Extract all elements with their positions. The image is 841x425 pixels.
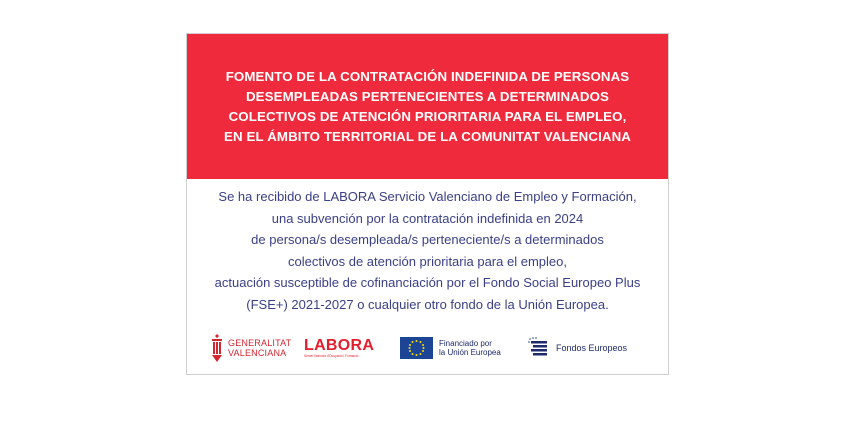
body-line: actuación susceptible de cofinanciación por el Fondo Social Europeo Plus [214, 275, 641, 291]
fondos-europeos-label: Fondos Europeos [556, 343, 628, 353]
eu-flag-icon [400, 337, 433, 359]
eu-line1: Financiado por [439, 338, 492, 348]
generalitat-line2: VALENCIANA [228, 348, 287, 358]
notice-card [186, 33, 669, 375]
eu-logo [400, 331, 501, 365]
banner-line: DESEMPLEADAS PERTENECIENTES A DETERMINADOS [245, 88, 609, 104]
generalitat-logo [210, 331, 291, 365]
body-line: (FSE+) 2021-2027 o cualquier otro fondo de la Unión Europea. [246, 296, 609, 312]
labora-subtitle: Servei Valencià d'Ocupació i Formació [304, 354, 359, 358]
eu-line2: la Unión Europea [439, 348, 501, 357]
banner-line: FOMENTO DE LA CONTRATACIÓN INDEFINIDA DE PERSONAS [225, 68, 630, 84]
fondos-europeos-logo [527, 331, 627, 365]
body-line: Se ha recibido de LABORA Servicio Valenciano de Empleo y Formación, [218, 189, 637, 204]
banner-line: EN EL ÁMBITO TERRITORIAL DE LA COMUNITAT VALENCIANA [224, 128, 631, 144]
labora-name: LABORA [304, 337, 375, 354]
title-banner [187, 34, 668, 179]
generalitat-line1: GENERALITAT [228, 338, 292, 348]
generalitat-emblem-icon [210, 333, 224, 363]
body-line: de persona/s desempleada/s perteneciente/s a determinados [251, 232, 604, 248]
banner-line: COLECTIVOS DE ATENCIÓN PRIORITARIA PARA EL EMPLEO, [228, 108, 627, 124]
body-line: colectivos de atención prioritaria para el empleo, [288, 253, 567, 269]
labora-logo [304, 331, 374, 365]
body-line: una subvención por la contratación indefinida en 2024 [271, 210, 584, 226]
fondos-europeos-emblem-icon [527, 336, 551, 360]
logo-strip [187, 331, 668, 365]
notice-body [187, 186, 668, 316]
